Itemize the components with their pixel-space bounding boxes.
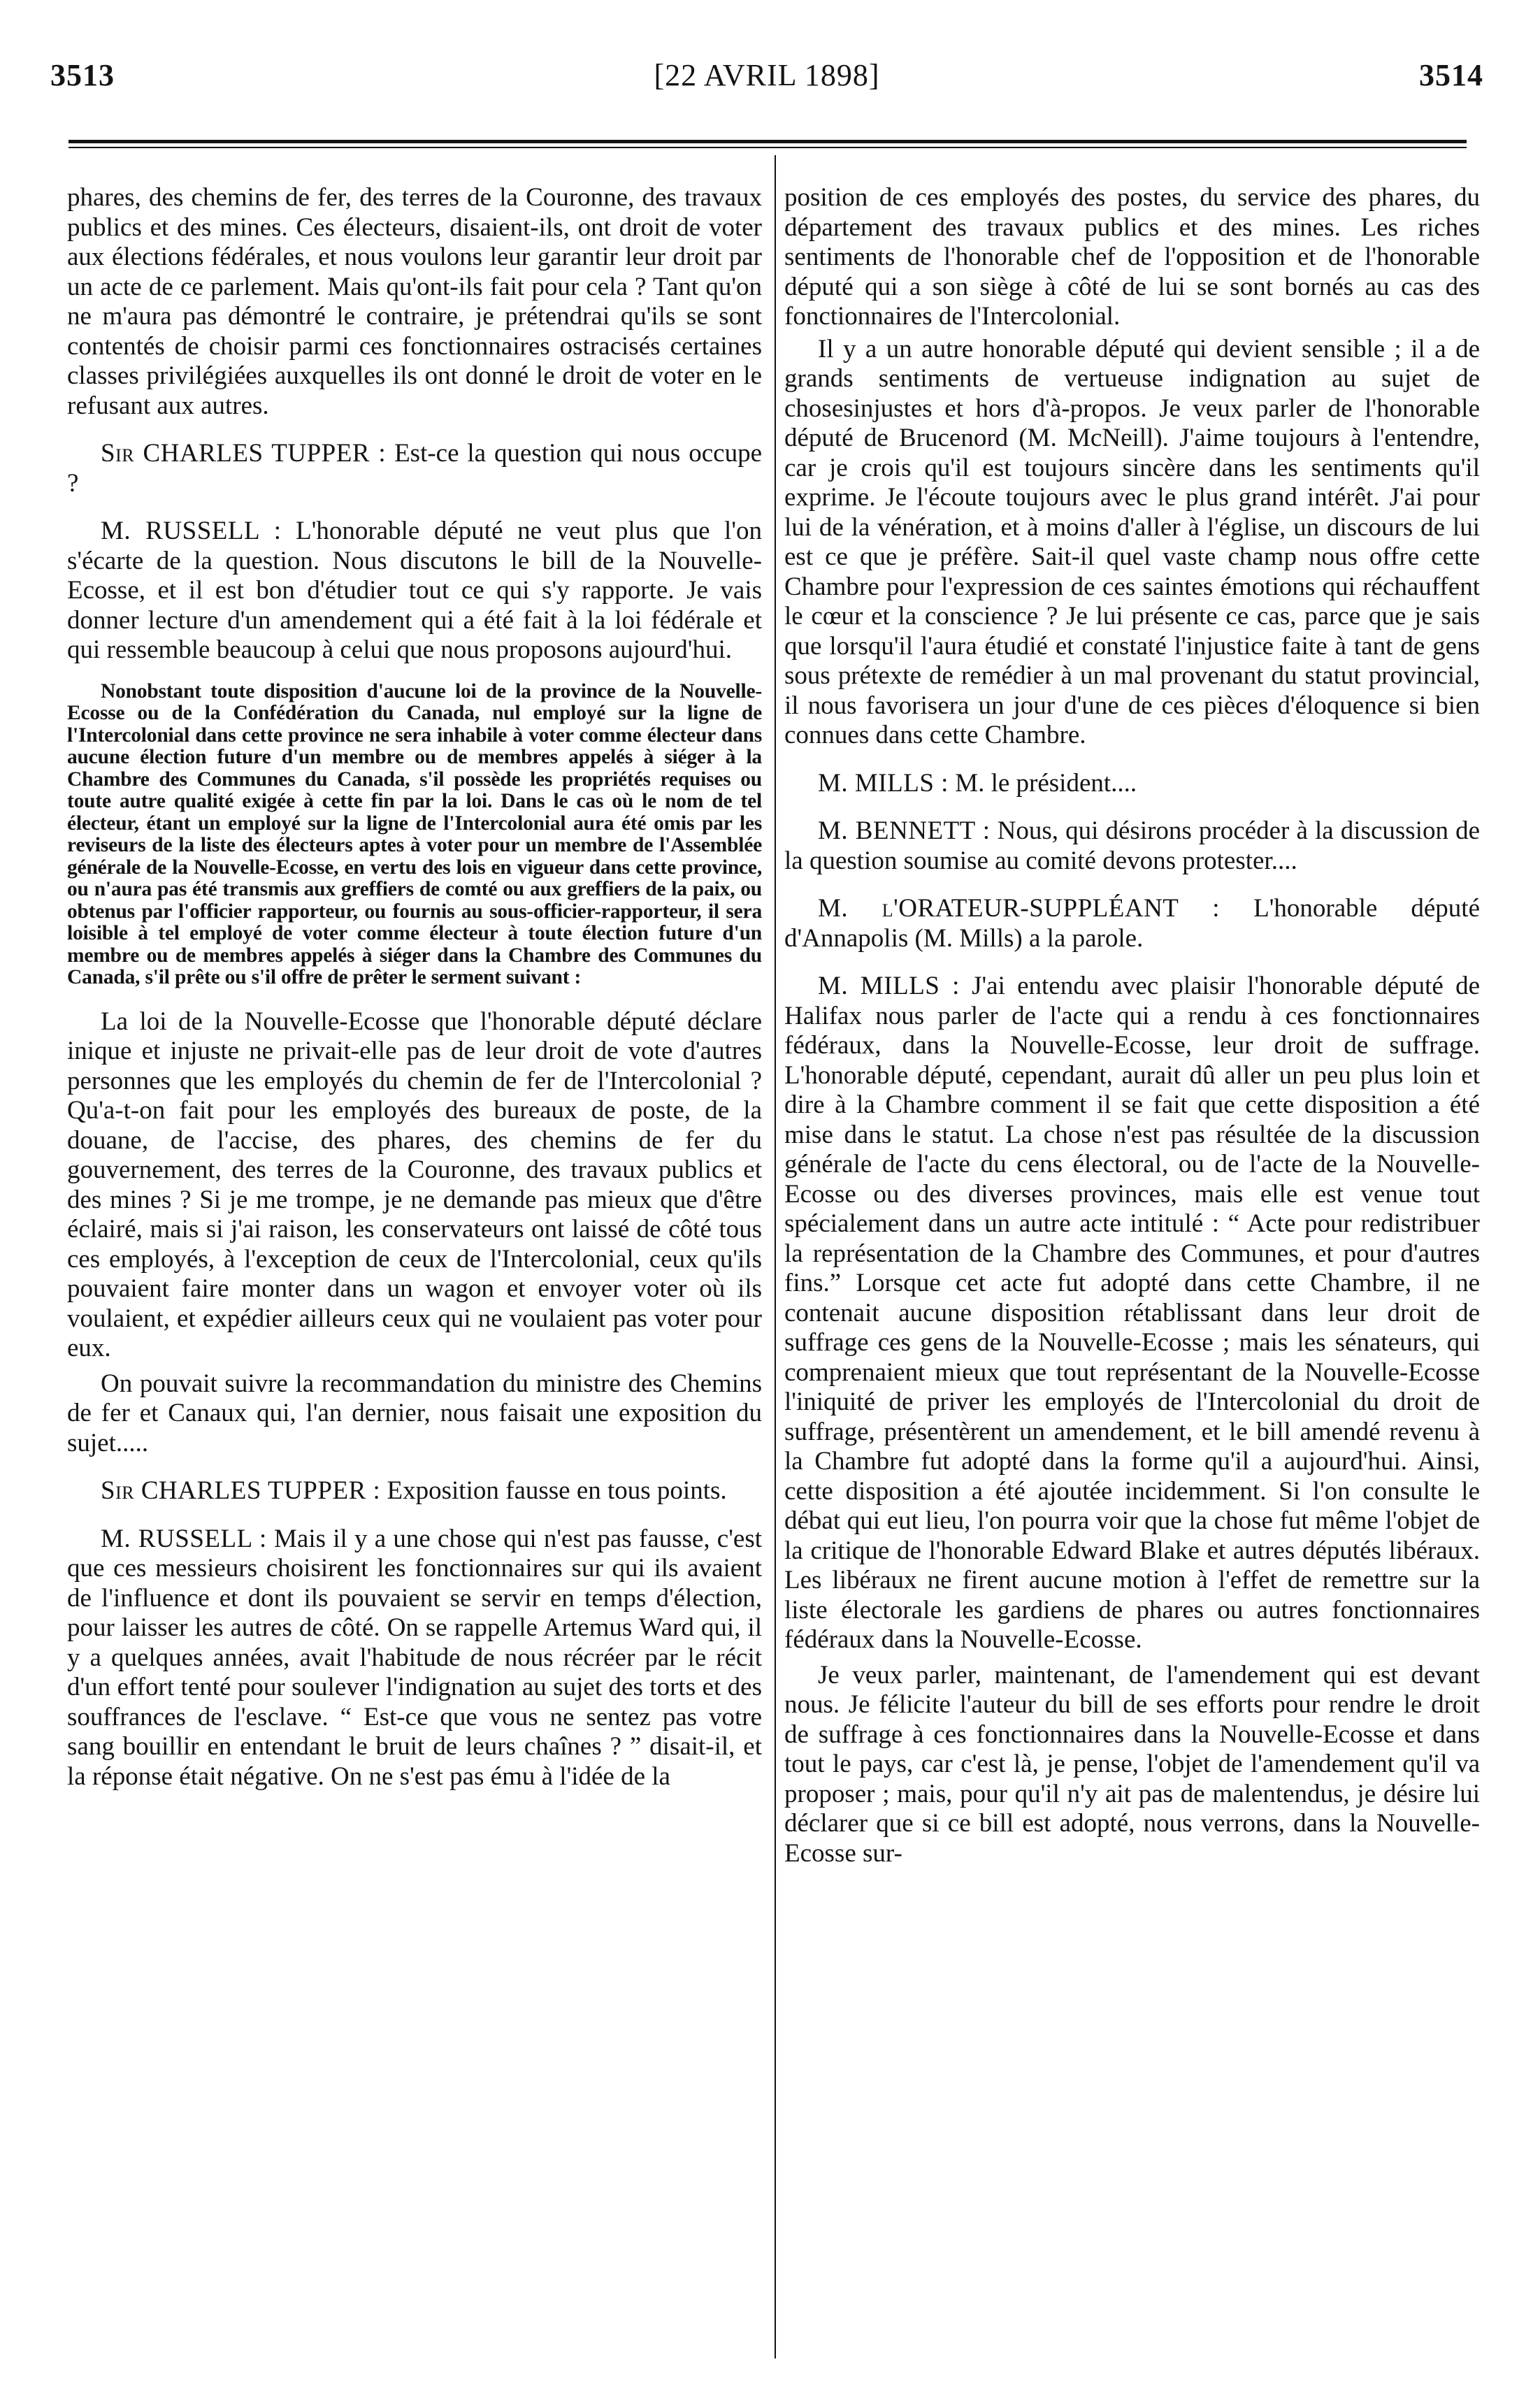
speaker-name: M. BENNETT : (818, 816, 991, 845)
page-number-left: 3513 (50, 58, 115, 92)
speech-text: L'honorable député ne veut plus que l'on s'écarte de la question. Nous discutons le bill de la Nouvelle-Ecosse, et il est bon d'étudier tout ce qui s'y rapporte. Je vais donner lecture d'un amendement qui a été fait à la loi fédérale et qui ressemble beaucoup à celui que nous proposons aujourd'hui. (67, 517, 762, 664)
speech-paragraph (784, 769, 1480, 799)
speech-paragraph (784, 972, 1480, 1655)
page-number-right: 3514 (1419, 58, 1483, 92)
speech-paragraph (67, 517, 762, 665)
left-column (67, 183, 762, 1792)
header-rule-thick (69, 140, 1467, 143)
speech-paragraph (67, 439, 762, 498)
speech-text: Exposition fausse en tous points. (380, 1476, 727, 1505)
column-divider (775, 155, 776, 2358)
header-date: [22 AVRIL 1898] (654, 58, 880, 92)
speech-text: M. le président.... (948, 768, 1137, 798)
speech-paragraph (67, 1476, 762, 1506)
speech-text: J'ai entendu avec plaisir l'honorable député de Halifax nous parler de l'acte qui a rendu à ces fonctionnaires fédéraux, dans la Nouvelle-Ecosse, leur droit de suffrage. L'honorable député, cependant, aurait dû aller un peu plus loin et dire à la Chambre comment il se fait que cette disposition a été mise dans le statut. La chose n'est pas résultée de la discussion générale de l'acte du cens électoral, ou de l'acte de la Nouvelle-Ecosse ou des diverses provinces, mais elle est venue tout spécialement dans un autre acte intitulé : “ Acte pour redistribuer la représentation de la Chambre des Communes, et pour d'autres fins.” Lorsque cet acte fut adopté dans cette Chambre, il ne contenait aucune disposition rétablissant dans leur droit de suffrage ces gens de la Nouvelle-Ecosse ; mais les sénateurs, qui comprenaient mieux que tout représentant de la Nouvelle-Ecosse l'iniquité de priver les employés de l'Intercolonial du droit de suffrage, présentèrent un amendement, et le bill amendé revenu à la Chambre fut adopté dans la forme qu'il a aujourd'hui. Ainsi, cette disposition a été ajoutée incidemment. Si l'on consulte le débat qui eut lieu, l'on pourra voir que la chose fut même l'objet de la critique de l'honorable Edward Blake et autres députés libéraux. Les libéraux ne firent aucune motion à l'effet de remettre sur la liste électorale les gardiens de phares ou autres fonctionnaires fédéraux dans la Nouvelle-Ecosse. (784, 972, 1480, 1654)
quoted-amendment: Nonobstant toute disposition d'aucune loi de la province de la Nouvelle-Ecosse ou de la Confédération du Canada, nul employé sur la ligne de l'Intercolonial dans cette province ne sera inhabile à voter comme électeur dans aucune élection future d'un membre ou de membres appelés à siéger à la Chambre des Communes du Canada, s'il possède les propriétés requises ou toute autre qualité exigée à cette fin par la loi. Dans le cas où le nom de tel électeur, étant un employé sur la ligne de l'Intercolonial aura été omis par les reviseurs de la liste des électeurs aptes à voter pour un membre de l'Assemblée générale de la Nouvelle-Ecosse, en vertu des lois en vigueur dans cette province, ou n'aura pas été transmis aux greffiers de comté ou aux greffiers de la paix, ou obtenus par l'officier rapporteur, ou fournis au sous-officier-rapporteur, il sera loisible à tel employé de voter comme électeur à toute élection future d'un membre ou de membres appelés à siéger dans la Chambre des Communes du Canada, s'il prête ou s'il offre de prêter le serment suivant : (67, 679, 762, 988)
speaker-name: M. RUSSELL : (101, 1524, 267, 1553)
paragraph: phares, des chemins de fer, des terres de la Couronne, des travaux publics et des mines. Ces électeurs, disaient-ils, ont droit de voter aux élections fédérales, et nous voulons leur garantir leur droit par un acte de ce parlement. Mais qu'ont-ils fait pour cela ? Tant qu'on ne m'aura pas démontré le contraire, je prétendrai qu'ils se sont contentés de choisir parmi ces fonctionnaires ostracisés certaines classes privilégiées auxquelles ils ont donné le droit de voter en le refusant aux autres. (67, 183, 762, 420)
speech-text: Mais il y a une chose qui n'est pas fausse, c'est que ces messieurs choisirent les fonctionnaires sur qui ils avaient de l'influence et dont ils pouvaient se servir en temps d'élection, pour laisser les autres de côté. On se rappelle Artemus Ward qui, il y a quelques années, avait l'habitude de nous récréer par le récit d'un effort tenté pour soulever l'indignation au sujet des torts et des souffrances de l'esclave. “ Est-ce que vous ne sentez pas votre sang bouillir en entendant le bruit de leurs chaînes ? ” disait-il, et la réponse était négative. On ne s'est pas ému à l'idée de la (67, 1524, 762, 1791)
paragraph: La loi de la Nouvelle-Ecosse que l'honorable député déclare inique et injuste ne privait-elle pas de leur droit de vote d'autres personnes que les employés du chemin de fer de l'Intercolonial ? Qu'a-t-on fait pour les employés des bureaux de poste, de la douane, de l'accise, des phares, des chemins de fer du gouvernement, des terres de la Couronne, des travaux publics et des mines ? Si je me trompe, je ne demande pas mieux que d'être éclairé, mais si j'ai raison, les conservateurs ont laissé de côté tous ces employés, à l'exception de ceux de l'Intercolonial, ceux qu'ils pouvaient faire monter dans un wagon et envoyer voter où ils voulaient, et expédier ailleurs ceux qui ne voulaient pas voter pour eux. (67, 1007, 762, 1362)
speech-paragraph (67, 1525, 762, 1792)
speech-paragraph (784, 816, 1480, 876)
speech-text: Est-ce la question qui nous occupe ? (67, 439, 762, 498)
speech-paragraph (784, 894, 1480, 953)
paragraph: On pouvait suivre la recommandation du ministre des Chemins de fer et Canaux qui, l'an dernier, nous faisait une exposition du sujet..... (67, 1369, 762, 1457)
speaker-name: M. l'ORATEUR-SUPPLÉANT : (818, 894, 1221, 923)
speaker-name: Sir CHARLES TUPPER : (101, 1476, 381, 1505)
paragraph: Il y a un autre honorable député qui devient sensible ; il a de grands sentiments de vertueuse indignation au sujet de chosesinjustes et hors d'à-propos. Je veux parler de l'honorable député de Brucenord (M. McNeill). J'aime toujours à l'entendre, car je crois qu'il est toujours sincère dans les sentiments qu'il exprime. Je l'écoute toujours avec le plus grand intérêt. J'ai pour lui de la vénération, et à moins d'aller à l'église, un discours de lui est ce que je préfère. Sait-il quel vaste champ nous offre cette Chambre pour l'expression de ces saintes émotions qui réchauffent le cœur et la conscience ? Je lui présente ce cas, parce que je sais que lorsqu'il l'aura étudié et constaté l'injustice faite à tant de gens sous prétexte de remédier à un mal provenant du statut provincial, il nous favorisera un jour d'une de ces pièces d'éloquence si bien connues dans cette Chambre. (784, 334, 1480, 749)
speaker-name: M. MILLS : (818, 972, 960, 1000)
speaker-name: M. MILLS : (818, 768, 949, 798)
speaker-name: Sir CHARLES TUPPER : (101, 439, 387, 468)
speaker-name: M. RUSSELL : (101, 517, 282, 545)
paragraph: position de ces employés des postes, du service des phares, du département des travaux publics et des mines. Les riches sentiments de l'honorable chef de l'opposition et de l'honorable député qui a son siège à côté de lui se sont bornés au cas des fonctionnaires de l'Intercolonial. (784, 183, 1480, 331)
speech-text: Nous, qui désirons procéder à la discussion de la question soumise au comité devons protester.... (784, 816, 1480, 875)
header-rule-thin (69, 147, 1467, 148)
paragraph: Je veux parler, maintenant, de l'amendement qui est devant nous. Je félicite l'auteur du bill de ses efforts pour rendre le droit de suffrage à ces fonctionnaires dans la Nouvelle-Ecosse et dans tout le pays, car c'est là, je pense, l'objet de l'amendement qu'il va proposer ; mais, pour qu'il n'y ait pas de malentendus, je désire lui déclarer que si ce bill est adopté, nous verrons, dans la Nouvelle-Ecosse sur- (784, 1660, 1480, 1868)
page-header (50, 57, 1483, 106)
right-column (784, 183, 1480, 1868)
speech-text: L'honorable député d'Annapolis (M. Mills) a la parole. (784, 894, 1481, 953)
